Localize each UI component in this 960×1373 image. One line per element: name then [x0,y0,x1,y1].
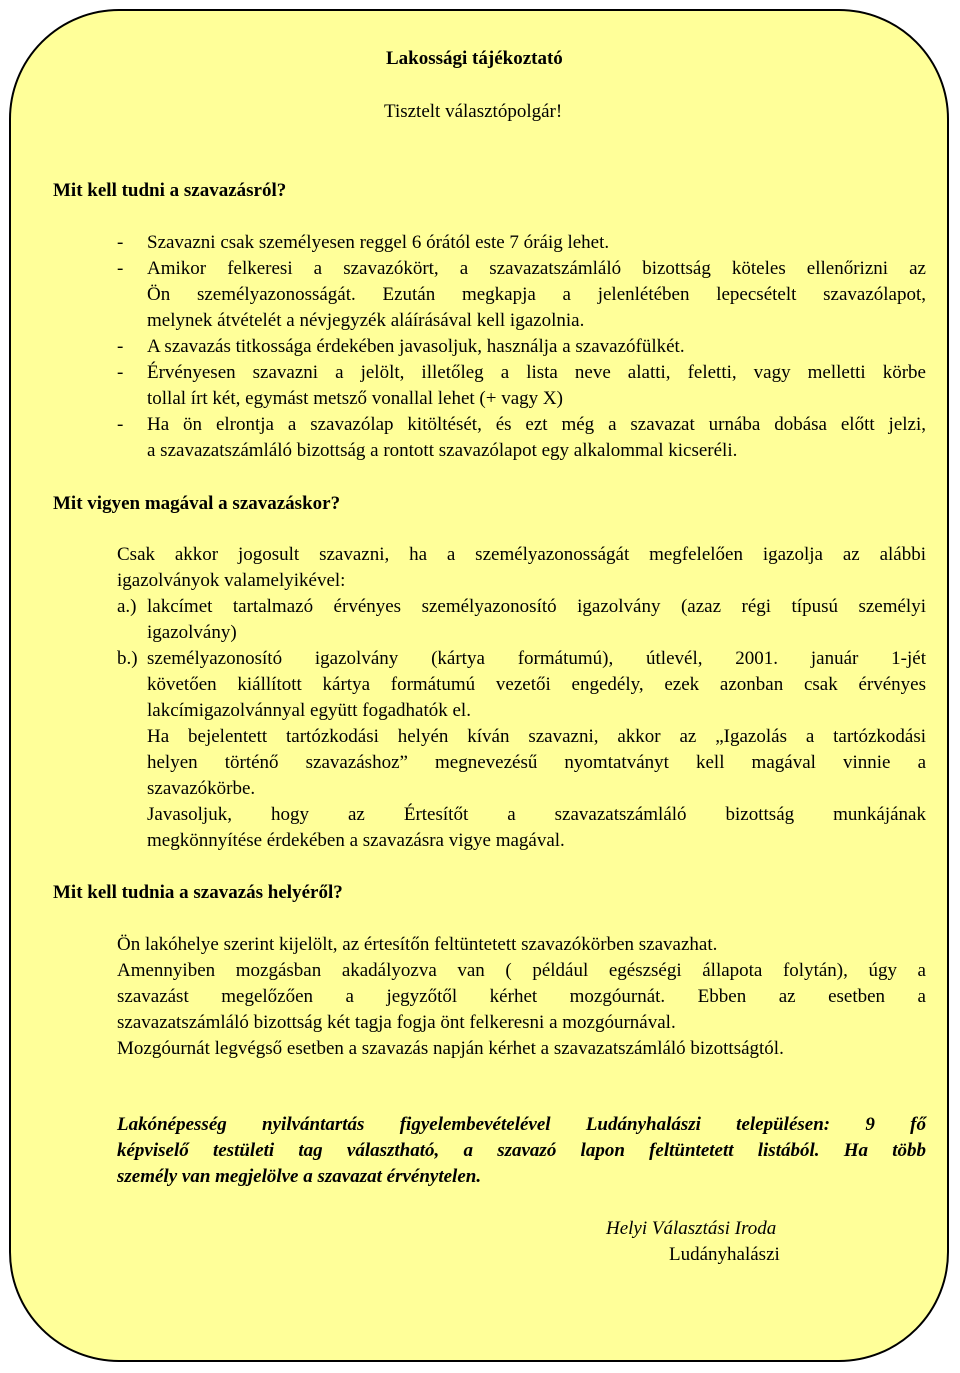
page-title: Lakossági tájékoztató [386,48,563,69]
bullet-dash: - [117,362,124,383]
section3-line: Amennyiben mozgásban akadályozva van ( például egészségi állapota folytán), úgy a [117,960,926,981]
section3-line: Ön lakóhelye szerint kijelölt, az értesítőn feltüntetett szavazókörben szavazhat. [117,934,718,955]
section-heading-voting: Mit kell tudni a szavazásról? [53,180,287,201]
list-marker-b: b.) [117,648,138,669]
notice-line: személy van megjelölve a szavazat érvénytelen. [117,1166,482,1187]
section2-intro-line: Csak akkor jogosult szavazni, ha a személyazonosságát megfelelően igazolja az alábbi [117,544,926,565]
item-a-line: igazolvány) [147,622,237,643]
item-b-line: Ha bejelentett tartózkodási helyén kíván szavazni, akkor az „Igazolás a tartózkodási [147,726,926,747]
item-a-line: lakcímet tartalmazó érvényes személyazonosító igazolvány (azaz régi típusú személyi [147,596,926,617]
section3-line: Mozgóurnát legvégső esetben a szavazás napján kérhet a szavazatszámláló bizottságtól. [117,1038,784,1059]
section-heading-location: Mit kell tudnia a szavazás helyéről? [53,882,343,903]
section1-line: Szavazni csak személyesen reggel 6 órától este 7 óráig lehet. [147,232,610,253]
signature-office: Helyi Választási Iroda [606,1218,777,1239]
item-b-line: Javasoljuk, hogy az Értesítőt a szavazatszámláló bizottság munkájának [147,804,926,825]
section3-line: szavazást megelőzően a jegyzőtől kérhet mozgóurnát. Ebben az esetben a [117,986,926,1007]
bullet-dash: - [117,258,124,279]
item-b-line: helyen történő szavazáshoz” megnevezésű nyomtatványt kell magával vinnie a [147,752,926,773]
section2-intro-line: igazolványok valamelyikével: [117,570,346,591]
item-b-line: követően kiállított kártya formátumú vezetői engedély, ezek azonban csak érvényes [147,674,926,695]
item-b-line: személyazonosító igazolvány (kártya formátumú), útlevél, 2001. január 1-jét [147,648,926,669]
section-heading-documents: Mit vigyen magával a szavazáskor? [53,493,341,514]
bullet-dash: - [117,232,124,253]
section1-line: Érvényesen szavazni a jelölt, illetőleg a lista neve alatti, feletti, vagy melletti körbe [147,362,926,383]
bullet-dash: - [117,336,124,357]
section1-line: Amikor felkeresi a szavazókört, a szavazatszámláló bizottság köteles ellenőrizni az [147,258,926,279]
section1-line: melynek átvételét a névjegyzék aláírásával kell igazolnia. [147,310,585,331]
section1-line: tollal írt két, egymást metsző vonallal lehet (+ vagy X) [147,388,563,409]
signature-place: Ludányhalászi [669,1244,780,1265]
item-b-line: megkönnyítése érdekében a szavazásra vigye magával. [147,830,565,851]
section1-line: Ha ön elrontja a szavazólap kitöltését, és ezt még a szavazat urnába dobása előtt jelzi, [147,414,926,435]
item-b-line: szavazókörbe. [147,778,256,799]
list-marker-a: a.) [117,596,137,617]
notice-line: Lakónépesség nyilvántartás figyelembevételével Ludányhalászi településen: 9 fő [117,1114,926,1135]
item-b-line: lakcímigazolvánnyal együtt fogadhatók el. [147,700,471,721]
bullet-dash: - [117,414,124,435]
section1-line: a szavazatszámláló bizottság a rontott szavazólapot egy alkalommal kicseréli. [147,440,738,461]
section1-line: A szavazás titkossága érdekében javasoljuk, használja a szavazófülkét. [147,336,685,357]
greeting: Tisztelt választópolgár! [384,101,563,122]
section3-line: szavazatszámláló bizottság két tagja fogja önt felkeresni a mozgóurnával. [117,1012,676,1033]
section1-line: Ön személyazonosságát. Ezután megkapja a jelenlétében lepecsételt szavazólapot, [147,284,926,305]
notice-line: képviselő testületi tag választható, a szavazó lapon feltüntetett listából. Ha több [117,1140,926,1161]
